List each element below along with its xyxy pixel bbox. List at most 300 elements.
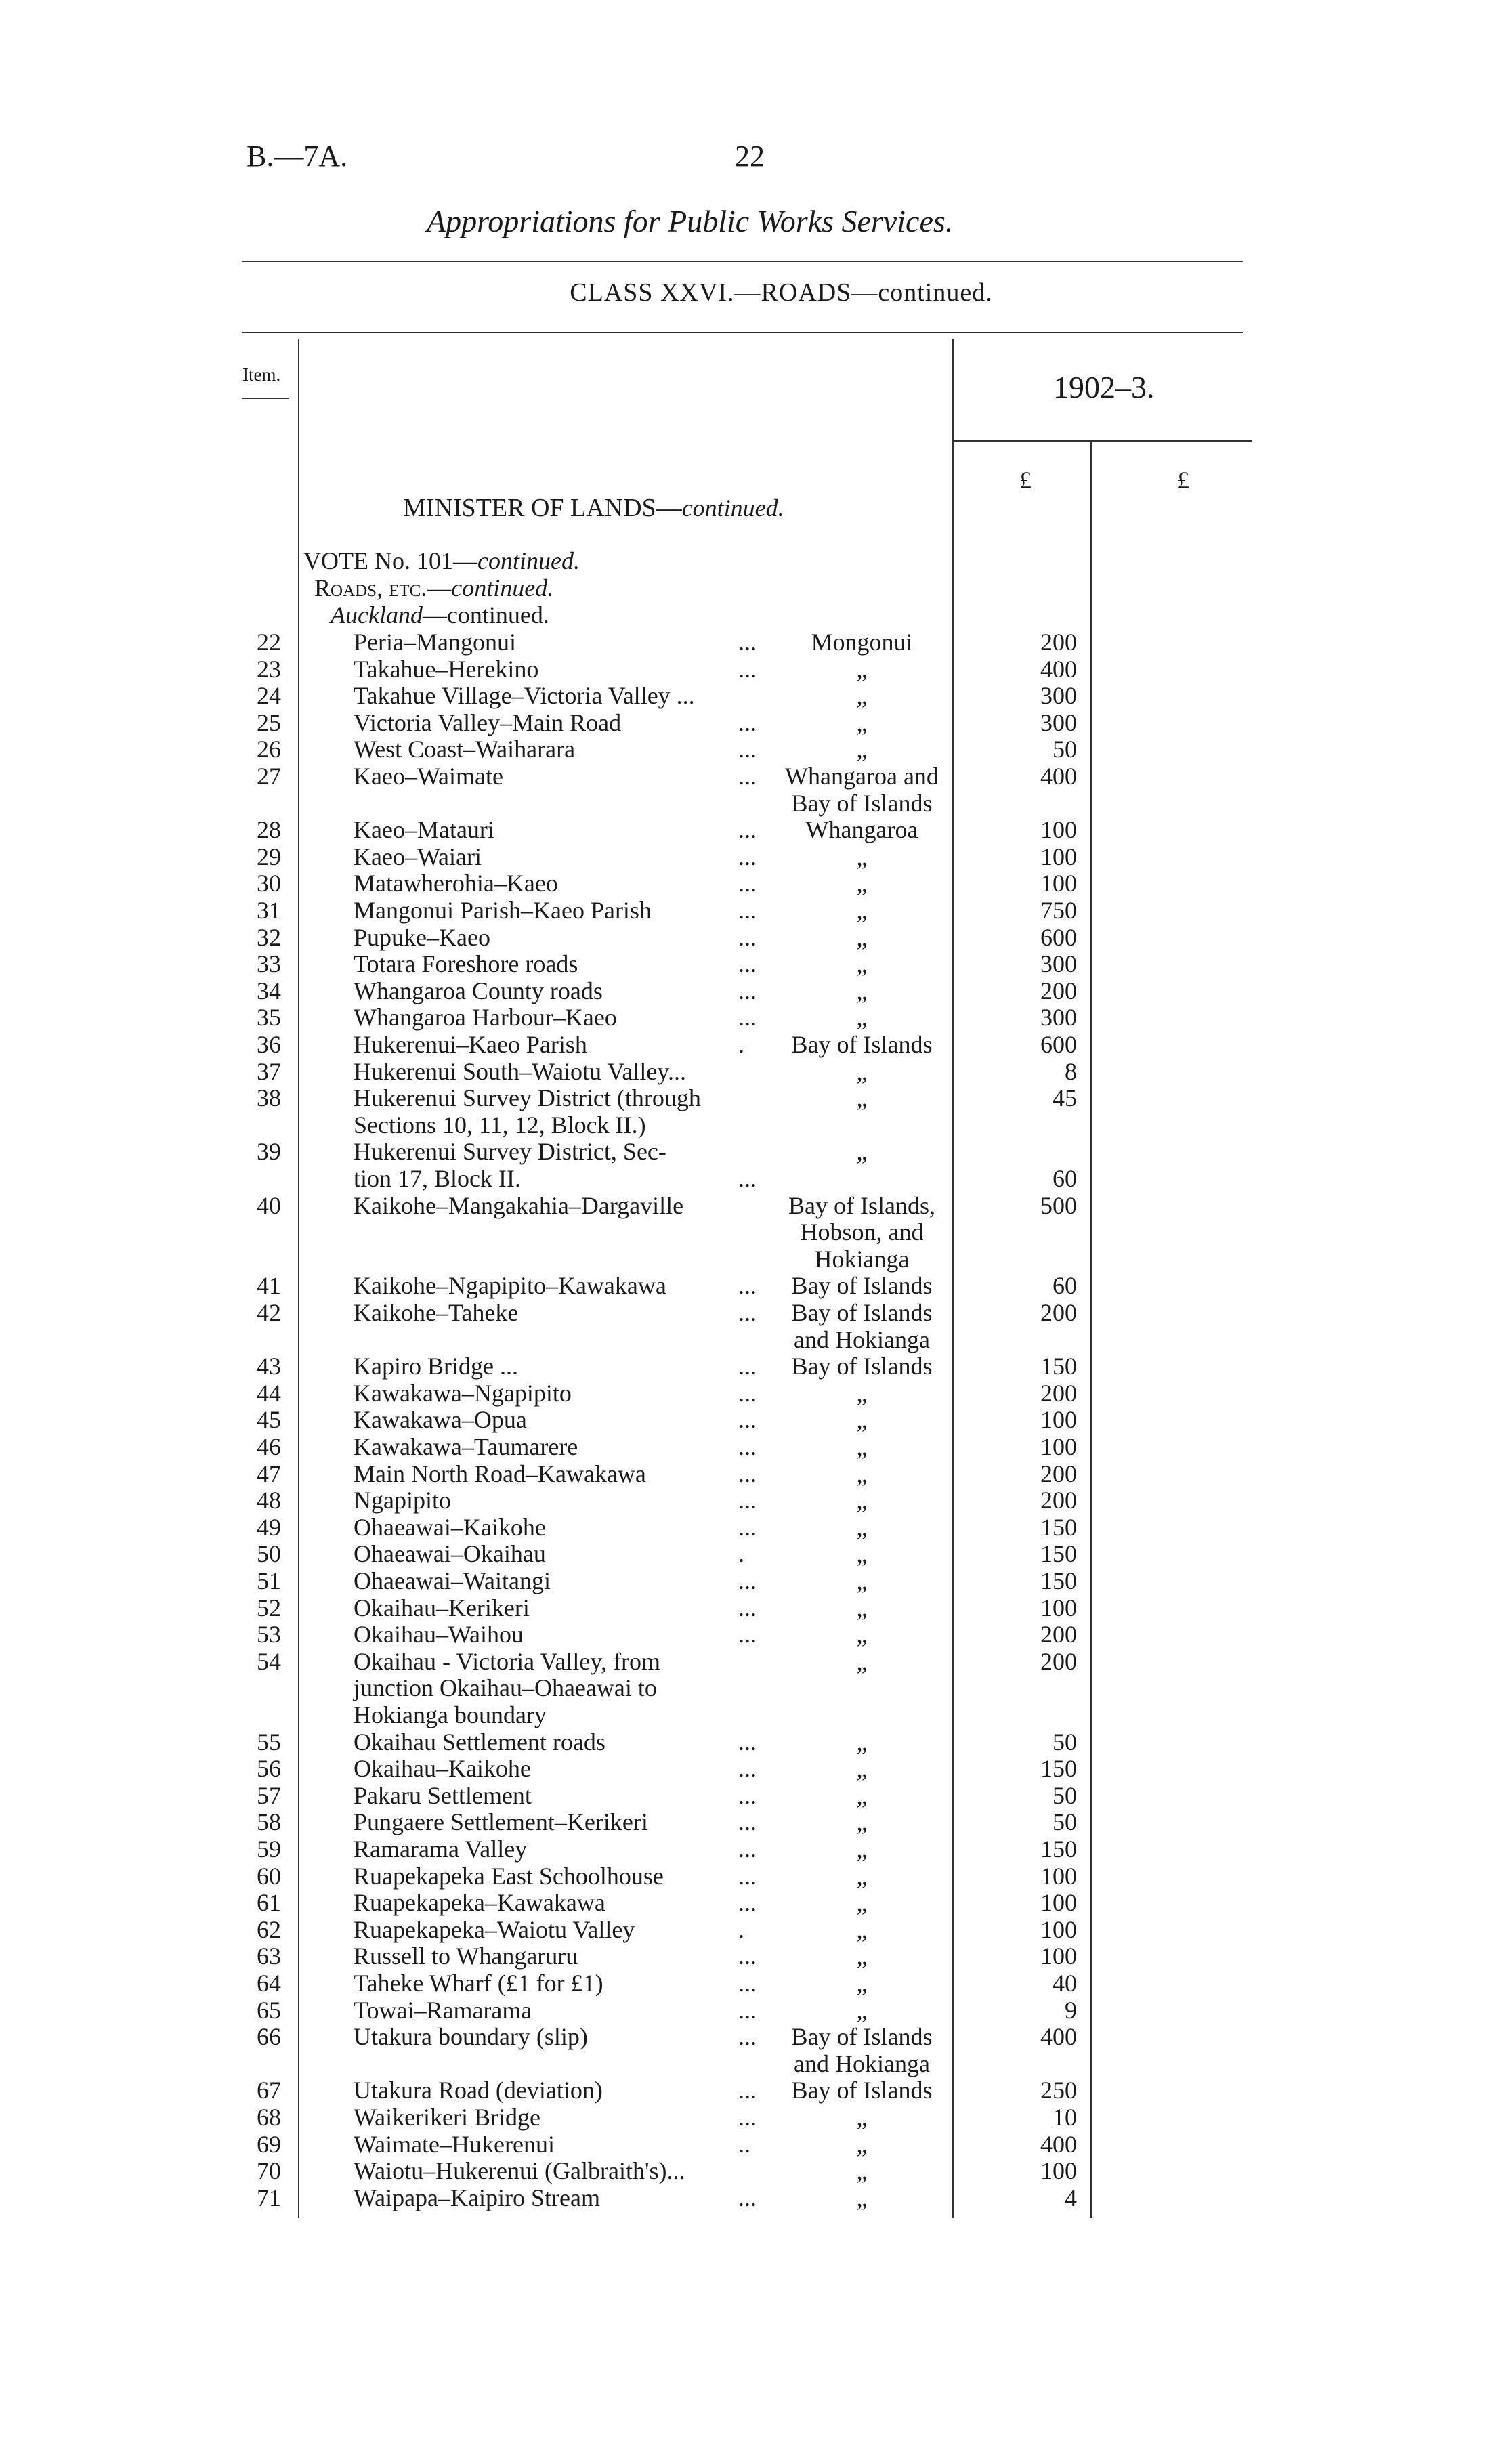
row-item-number: 46 bbox=[257, 1433, 281, 1460]
row-amount: 100 bbox=[1040, 1889, 1077, 1917]
row-leader-dots: . bbox=[738, 1915, 744, 1943]
table-row bbox=[0, 1272, 1488, 1299]
row-road-name: Waimate–Hukerenui bbox=[354, 2130, 555, 2158]
row-amount: 4 bbox=[1065, 2184, 1077, 2211]
row-road-name: Waipapa–Kaipiro Stream bbox=[354, 2184, 600, 2211]
row-leader-dots: ... bbox=[738, 1379, 757, 1407]
row-road-name: Victoria Valley–Main Road bbox=[354, 708, 622, 736]
row-amount: 100 bbox=[1040, 1433, 1077, 1460]
table-row bbox=[0, 790, 1488, 817]
row-district: Bay of Islands bbox=[791, 1353, 933, 1380]
row-leader-dots: ... bbox=[738, 1835, 757, 1863]
row-road-name: Takahue–Herekino bbox=[354, 655, 539, 683]
row-road-name: Russell to Whangaruru bbox=[354, 1942, 578, 1970]
row-item-number: 63 bbox=[257, 1942, 281, 1970]
row-district: Bay of Islands bbox=[791, 2077, 933, 2104]
row-leader-dots: ... bbox=[738, 1594, 757, 1621]
row-road-name: Ngapipito bbox=[354, 1487, 451, 1514]
row-amount: 100 bbox=[1040, 1862, 1077, 1890]
table-row bbox=[0, 1621, 1488, 1648]
row-item-number: 34 bbox=[257, 977, 281, 1004]
row-item-number: 48 bbox=[257, 1487, 281, 1514]
row-item-number: 42 bbox=[257, 1299, 281, 1326]
row-item-number: 61 bbox=[257, 1889, 281, 1917]
row-district: Hokianga bbox=[814, 1245, 910, 1273]
row-district: Mongonui bbox=[811, 629, 913, 656]
row-amount: 300 bbox=[1040, 950, 1077, 978]
row-road-name: Ramarama Valley bbox=[354, 1835, 528, 1863]
row-item-number: 31 bbox=[257, 897, 281, 924]
row-road-name: Hukerenui–Kaeo Parish bbox=[354, 1031, 587, 1058]
row-amount: 250 bbox=[1040, 2077, 1077, 2104]
table-row bbox=[0, 656, 1488, 683]
row-district: „ bbox=[856, 843, 868, 870]
row-amount: 200 bbox=[1040, 977, 1077, 1004]
row-amount: 45 bbox=[1053, 1084, 1077, 1112]
row-amount: 100 bbox=[1040, 843, 1077, 870]
row-amount: 500 bbox=[1040, 1191, 1077, 1219]
row-road-name: Hukerenui South–Waiotu Valley... bbox=[354, 1057, 687, 1085]
row-road-name: Hukerenui Survey District, Sec- bbox=[354, 1138, 666, 1166]
row-district: „ bbox=[856, 950, 868, 978]
row-road-name: Kaikohe–Mangakahia–Dargaville bbox=[354, 1191, 684, 1219]
row-item-number: 50 bbox=[257, 1540, 281, 1568]
table-row bbox=[0, 924, 1488, 951]
table-row bbox=[0, 2023, 1488, 2050]
row-amount: 600 bbox=[1040, 1031, 1077, 1058]
row-amount: 100 bbox=[1040, 1915, 1077, 1943]
row-item-number: 69 bbox=[257, 2130, 281, 2158]
row-district: „ bbox=[856, 897, 868, 924]
row-leader-dots: ... bbox=[738, 1621, 757, 1649]
row-leader-dots: ... bbox=[738, 1996, 757, 2024]
row-road-name: Sections 10, 11, 12, Block II.) bbox=[354, 1111, 646, 1139]
table-row bbox=[0, 1567, 1488, 1594]
pound-header-1: £ bbox=[1019, 467, 1032, 494]
row-item-number: 40 bbox=[257, 1191, 281, 1219]
table-row bbox=[0, 843, 1488, 870]
row-amount: 100 bbox=[1040, 1406, 1077, 1434]
table-row bbox=[0, 977, 1488, 1004]
row-item-number: 71 bbox=[257, 2184, 281, 2211]
table-row bbox=[0, 1111, 1488, 1139]
row-road-name: Kawakawa–Taumarere bbox=[354, 1433, 578, 1460]
row-road-name: West Coast–Waiharara bbox=[354, 736, 576, 763]
row-item-number: 60 bbox=[257, 1862, 281, 1890]
row-road-name: Okaihau Settlement roads bbox=[354, 1728, 605, 1756]
row-leader-dots: ... bbox=[738, 2104, 757, 2131]
row-item-number: 23 bbox=[257, 655, 281, 683]
table-row bbox=[0, 1863, 1488, 1890]
row-leader-dots: ... bbox=[738, 1272, 757, 1300]
row-district: „ bbox=[856, 1647, 868, 1675]
row-road-name: tion 17, Block II. bbox=[354, 1165, 521, 1192]
row-road-name: Kaikohe–Ngapipito–Kawakawa bbox=[354, 1272, 666, 1300]
row-amount: 150 bbox=[1040, 1353, 1077, 1380]
row-amount: 200 bbox=[1040, 1379, 1077, 1407]
row-district: „ bbox=[856, 923, 868, 951]
row-road-name: Peria–Mangonui bbox=[354, 629, 516, 656]
row-leader-dots: ... bbox=[738, 923, 757, 951]
table-row bbox=[0, 1031, 1488, 1058]
row-district: „ bbox=[856, 1487, 868, 1514]
row-road-name: Taheke Wharf (£1 for £1) bbox=[354, 1970, 603, 1997]
row-district: „ bbox=[856, 1996, 868, 2024]
row-road-name: Okaihau - Victoria Valley, from bbox=[354, 1647, 661, 1675]
table-row bbox=[0, 2184, 1488, 2211]
row-item-number: 24 bbox=[257, 682, 281, 710]
row-item-number: 33 bbox=[257, 950, 281, 978]
row-district: „ bbox=[856, 1594, 868, 1621]
minister-heading: MINISTER OF LANDS—continued. bbox=[403, 494, 784, 522]
vote-heading bbox=[303, 547, 580, 629]
row-item-number: 55 bbox=[257, 1728, 281, 1756]
row-leader-dots: ... bbox=[738, 1513, 757, 1541]
table-row bbox=[0, 2131, 1488, 2158]
row-district: Bay of Islands bbox=[791, 2023, 933, 2051]
row-amount: 100 bbox=[1040, 816, 1077, 844]
region-line: Auckland—continued. bbox=[331, 601, 549, 629]
row-district: „ bbox=[856, 1057, 868, 1085]
row-amount: 400 bbox=[1040, 655, 1077, 683]
row-leader-dots: ... bbox=[738, 655, 757, 683]
row-leader-dots: ... bbox=[738, 1165, 757, 1192]
row-item-number: 37 bbox=[257, 1057, 281, 1085]
row-road-name: Totara Foreshore roads bbox=[354, 950, 578, 978]
item-header-rule bbox=[242, 398, 289, 399]
table-row bbox=[0, 1058, 1488, 1085]
row-amount: 150 bbox=[1040, 1755, 1077, 1783]
table-row bbox=[0, 1433, 1488, 1460]
row-amount: 40 bbox=[1053, 1970, 1077, 1997]
row-item-number: 25 bbox=[257, 708, 281, 736]
row-amount: 300 bbox=[1040, 1004, 1077, 1032]
table-row bbox=[0, 2050, 1488, 2077]
row-road-name: Mangonui Parish–Kaeo Parish bbox=[354, 897, 652, 924]
row-road-name: Main North Road–Kawakawa bbox=[354, 1460, 646, 1487]
table-row bbox=[0, 1782, 1488, 1809]
table-row bbox=[0, 1808, 1488, 1835]
row-amount: 9 bbox=[1065, 1996, 1077, 2024]
year-rule bbox=[954, 440, 1252, 442]
row-road-name: Kaeo–Matauri bbox=[354, 816, 494, 844]
row-amount: 200 bbox=[1040, 1487, 1077, 1514]
page-number: 22 bbox=[735, 140, 765, 173]
row-amount: 200 bbox=[1040, 1621, 1077, 1649]
table-row bbox=[0, 1674, 1488, 1701]
table-row bbox=[0, 897, 1488, 924]
table-row bbox=[0, 1246, 1488, 1273]
row-district: „ bbox=[856, 2104, 868, 2131]
row-road-name: Okaihau–Waihou bbox=[354, 1621, 524, 1649]
row-item-number: 43 bbox=[257, 1353, 281, 1380]
row-district: „ bbox=[856, 1970, 868, 1997]
row-amount: 60 bbox=[1053, 1272, 1077, 1300]
row-leader-dots: ... bbox=[738, 736, 757, 763]
row-item-number: 44 bbox=[257, 1379, 281, 1407]
row-road-name: Kaeo–Waiari bbox=[354, 843, 482, 870]
table-row bbox=[0, 682, 1488, 709]
row-amount: 50 bbox=[1053, 736, 1077, 763]
table-row bbox=[0, 1701, 1488, 1728]
table-row bbox=[0, 950, 1488, 977]
row-district: „ bbox=[856, 682, 868, 710]
row-item-number: 29 bbox=[257, 843, 281, 870]
pound-header-2: £ bbox=[1177, 467, 1189, 494]
row-district: „ bbox=[856, 1138, 868, 1166]
row-road-name: Pakaru Settlement bbox=[354, 1781, 532, 1809]
row-amount: 200 bbox=[1040, 1299, 1077, 1326]
table-row bbox=[0, 1192, 1488, 1219]
row-road-name: Ruapekapeka–Kawakawa bbox=[354, 1889, 605, 1917]
row-amount: 200 bbox=[1040, 629, 1077, 656]
row-district: „ bbox=[856, 655, 868, 683]
row-leader-dots: ... bbox=[738, 763, 757, 790]
table-row bbox=[0, 870, 1488, 897]
row-item-number: 58 bbox=[257, 1808, 281, 1836]
table-row bbox=[0, 2077, 1488, 2104]
table-row bbox=[0, 629, 1488, 656]
row-item-number: 56 bbox=[257, 1755, 281, 1783]
row-leader-dots: ... bbox=[738, 1460, 757, 1487]
row-district: „ bbox=[856, 1540, 868, 1568]
row-item-number: 27 bbox=[257, 763, 281, 790]
row-amount: 100 bbox=[1040, 870, 1077, 897]
row-road-name: Waikerikeri Bridge bbox=[354, 2104, 540, 2131]
table-row bbox=[0, 763, 1488, 790]
row-leader-dots: ... bbox=[738, 1889, 757, 1917]
row-item-number: 59 bbox=[257, 1835, 281, 1863]
row-road-name: Kaeo–Waimate bbox=[354, 763, 503, 790]
row-road-name: Ruapekapeka–Waiotu Valley bbox=[354, 1915, 635, 1943]
row-item-number: 51 bbox=[257, 1567, 281, 1594]
table-row bbox=[0, 1326, 1488, 1353]
row-road-name: Kapiro Bridge ... bbox=[354, 1353, 518, 1380]
row-district: „ bbox=[856, 736, 868, 763]
row-district: „ bbox=[856, 1621, 868, 1649]
row-amount: 150 bbox=[1040, 1513, 1077, 1541]
row-item-number: 53 bbox=[257, 1621, 281, 1649]
row-district: „ bbox=[856, 708, 868, 736]
table-row bbox=[0, 1165, 1488, 1192]
table-row bbox=[0, 1942, 1488, 1970]
row-leader-dots: ... bbox=[738, 950, 757, 978]
row-road-name: Pungaere Settlement–Kerikeri bbox=[354, 1808, 648, 1836]
row-road-name: Waiotu–Hukerenui (Galbraith's)... bbox=[354, 2157, 685, 2185]
row-road-name: junction Okaihau–Ohaeawai to bbox=[354, 1674, 657, 1702]
row-amount: 50 bbox=[1053, 1781, 1077, 1809]
row-amount: 400 bbox=[1040, 763, 1077, 790]
row-road-name: Ohaeawai–Waitangi bbox=[354, 1567, 551, 1594]
row-item-number: 65 bbox=[257, 1996, 281, 2024]
row-district: „ bbox=[856, 1084, 868, 1112]
rule-class bbox=[242, 332, 1243, 333]
row-item-number: 30 bbox=[257, 870, 281, 897]
row-district: „ bbox=[856, 2184, 868, 2211]
row-item-number: 45 bbox=[257, 1406, 281, 1434]
row-leader-dots: ... bbox=[738, 708, 757, 736]
row-district: „ bbox=[856, 1379, 868, 1407]
row-item-number: 49 bbox=[257, 1513, 281, 1541]
row-item-number: 70 bbox=[257, 2157, 281, 2185]
table-row bbox=[0, 1728, 1488, 1756]
row-district: „ bbox=[856, 1004, 868, 1032]
row-road-name: Kawakawa–Ngapipito bbox=[354, 1379, 572, 1407]
row-item-number: 38 bbox=[257, 1084, 281, 1112]
table-row bbox=[0, 1916, 1488, 1943]
page-subtitle: Appropriations for Public Works Services. bbox=[427, 204, 954, 238]
row-amount: 10 bbox=[1053, 2104, 1077, 2131]
row-district: „ bbox=[856, 1915, 868, 1943]
row-amount: 300 bbox=[1040, 682, 1077, 710]
document-reference: B.—7A. bbox=[247, 140, 348, 173]
row-leader-dots: ... bbox=[738, 2184, 757, 2211]
item-column-header: Item. bbox=[242, 364, 281, 385]
table-row bbox=[0, 709, 1488, 736]
row-district: „ bbox=[856, 2130, 868, 2158]
row-leader-dots: ... bbox=[738, 1433, 757, 1460]
row-leader-dots: ... bbox=[738, 843, 757, 870]
row-leader-dots: ... bbox=[738, 977, 757, 1004]
row-district: and Hokianga bbox=[794, 2049, 930, 2077]
row-district: Bay of Islands bbox=[791, 1299, 933, 1326]
row-amount: 750 bbox=[1040, 897, 1077, 924]
row-road-name: Hokianga boundary bbox=[354, 1701, 547, 1728]
row-amount: 600 bbox=[1040, 923, 1077, 951]
table-row bbox=[0, 736, 1488, 763]
table-row bbox=[0, 1218, 1488, 1246]
row-leader-dots: ... bbox=[738, 816, 757, 844]
table-row bbox=[0, 1755, 1488, 1782]
table-row bbox=[0, 1997, 1488, 2024]
row-district: „ bbox=[856, 1781, 868, 1809]
row-item-number: 28 bbox=[257, 816, 281, 844]
vote-line: VOTE No. 101—continued. bbox=[303, 547, 580, 574]
row-leader-dots: ... bbox=[738, 1406, 757, 1434]
table-row bbox=[0, 1138, 1488, 1165]
table-row bbox=[0, 1487, 1488, 1514]
row-road-name: Ohaeawai–Okaihau bbox=[354, 1540, 546, 1568]
row-item-number: 32 bbox=[257, 923, 281, 951]
row-district: „ bbox=[856, 1406, 868, 1434]
row-road-name: Kawakawa–Opua bbox=[354, 1406, 527, 1434]
table-row bbox=[0, 1835, 1488, 1863]
row-road-name: Okaihau–Kaikohe bbox=[354, 1755, 531, 1783]
row-amount: 150 bbox=[1040, 1567, 1077, 1594]
row-leader-dots: ... bbox=[738, 1808, 757, 1836]
row-item-number: 26 bbox=[257, 736, 281, 763]
table-row bbox=[0, 2157, 1488, 2184]
row-road-name: Hukerenui Survey District (through bbox=[354, 1084, 701, 1112]
row-leader-dots: ... bbox=[738, 2077, 757, 2104]
row-road-name: Whangaroa County roads bbox=[354, 977, 603, 1004]
row-leader-dots: ... bbox=[738, 1781, 757, 1809]
row-leader-dots: . bbox=[738, 1540, 744, 1568]
table-row bbox=[0, 816, 1488, 843]
table-row bbox=[0, 1299, 1488, 1326]
row-item-number: 67 bbox=[257, 2077, 281, 2104]
row-item-number: 57 bbox=[257, 1781, 281, 1809]
row-amount: 300 bbox=[1040, 708, 1077, 736]
class-title: CLASS XXVI.—ROADS—continued. bbox=[570, 278, 993, 307]
row-amount: 200 bbox=[1040, 1460, 1077, 1487]
table-row bbox=[0, 1084, 1488, 1111]
row-district: „ bbox=[856, 1835, 868, 1863]
row-item-number: 35 bbox=[257, 1004, 281, 1032]
table-row bbox=[0, 1594, 1488, 1621]
row-district: „ bbox=[856, 1755, 868, 1783]
row-item-number: 66 bbox=[257, 2023, 281, 2051]
row-district: „ bbox=[856, 1513, 868, 1541]
row-road-name: Utakura Road (deviation) bbox=[354, 2077, 603, 2104]
row-amount: 200 bbox=[1040, 1647, 1077, 1675]
row-road-name: Pupuke–Kaeo bbox=[354, 923, 490, 951]
row-leader-dots: ... bbox=[738, 1353, 757, 1380]
row-district: „ bbox=[856, 1889, 868, 1917]
row-road-name: Matawherohia–Kaeo bbox=[354, 870, 558, 897]
row-district: Whangaroa and bbox=[785, 763, 939, 790]
row-road-name: Ohaeawai–Kaikohe bbox=[354, 1513, 546, 1541]
row-leader-dots: ... bbox=[738, 1487, 757, 1514]
row-amount: 100 bbox=[1040, 1594, 1077, 1621]
table-row bbox=[0, 1540, 1488, 1567]
row-amount: 60 bbox=[1053, 1165, 1077, 1192]
row-item-number: 22 bbox=[257, 629, 281, 656]
table-row bbox=[0, 1380, 1488, 1407]
row-leader-dots: ... bbox=[738, 2023, 757, 2051]
row-amount: 8 bbox=[1065, 1057, 1077, 1085]
table-row bbox=[0, 1648, 1488, 1675]
row-leader-dots: ... bbox=[738, 1942, 757, 1970]
row-road-name: Okaihau–Kerikeri bbox=[354, 1594, 530, 1621]
table-row bbox=[0, 1460, 1488, 1487]
table-row bbox=[0, 1970, 1488, 1997]
row-road-name: Kaikohe–Taheke bbox=[354, 1299, 519, 1326]
row-district: Bay of Islands bbox=[791, 1272, 933, 1300]
row-district: „ bbox=[856, 1460, 868, 1487]
row-leader-dots: ... bbox=[738, 1862, 757, 1890]
year-header: 1902–3. bbox=[1053, 370, 1155, 404]
row-leader-dots: ... bbox=[738, 1728, 757, 1756]
row-leader-dots: ... bbox=[738, 1299, 757, 1326]
row-district: Bay of Islands, bbox=[788, 1191, 935, 1219]
row-item-number: 62 bbox=[257, 1915, 281, 1943]
row-amount: 400 bbox=[1040, 2023, 1077, 2051]
row-item-number: 39 bbox=[257, 1138, 281, 1166]
row-leader-dots: ... bbox=[738, 1004, 757, 1032]
table-row bbox=[0, 1406, 1488, 1433]
row-district: Bay of Islands bbox=[791, 1031, 933, 1058]
row-leader-dots: ... bbox=[738, 1567, 757, 1594]
row-district: „ bbox=[856, 1728, 868, 1756]
row-district: Bay of Islands bbox=[791, 789, 933, 817]
row-road-name: Takahue Village–Victoria Valley ... bbox=[354, 682, 695, 710]
table-row bbox=[0, 1514, 1488, 1541]
row-district: Whangaroa bbox=[805, 816, 918, 844]
row-leader-dots: .. bbox=[738, 2130, 750, 2158]
row-district: „ bbox=[856, 870, 868, 897]
row-amount: 50 bbox=[1053, 1728, 1077, 1756]
rule-top bbox=[242, 261, 1243, 262]
row-district: „ bbox=[856, 977, 868, 1004]
row-item-number: 54 bbox=[257, 1647, 281, 1675]
row-item-number: 68 bbox=[257, 2104, 281, 2131]
row-district: „ bbox=[856, 1942, 868, 1970]
row-district: „ bbox=[856, 1567, 868, 1594]
row-district: „ bbox=[856, 2157, 868, 2185]
row-item-number: 47 bbox=[257, 1460, 281, 1487]
row-district: „ bbox=[856, 1862, 868, 1890]
